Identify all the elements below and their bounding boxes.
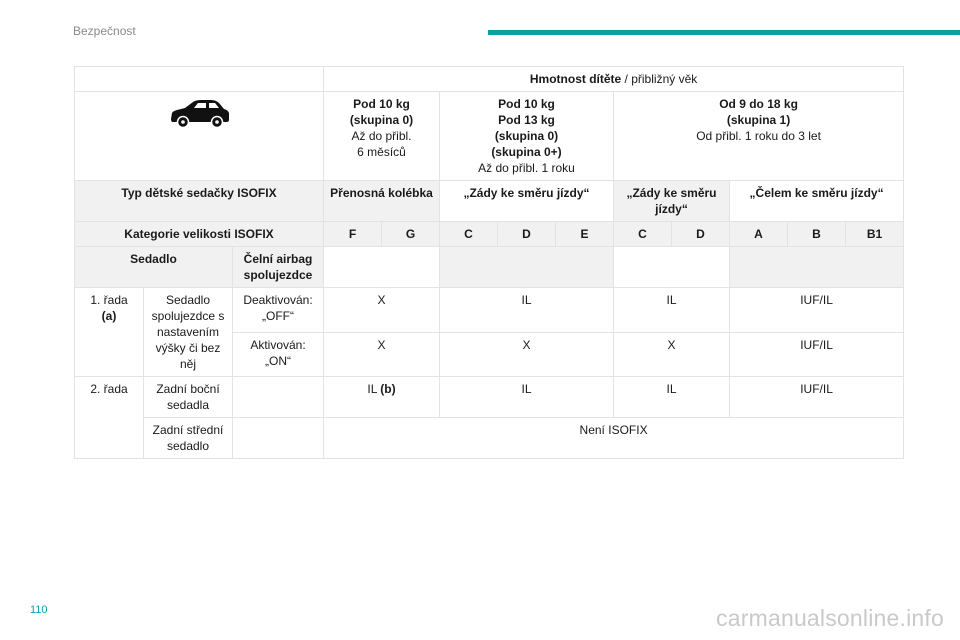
- type-rear-facing-2: „Zády ke směru jízdy“: [614, 181, 730, 222]
- size-cell: A: [730, 222, 788, 247]
- empty-cell: [614, 247, 730, 288]
- group-1-cell: Od 9 do 18 kg (skupina 1) Od přibl. 1 roku do 3 let: [614, 92, 904, 181]
- value-cell: IL: [614, 377, 730, 418]
- size-cell: F: [324, 222, 382, 247]
- empty-cell: [440, 247, 614, 288]
- row2-side-seats: [75, 377, 904, 418]
- value-cell: IUF/IL: [730, 332, 904, 377]
- type-forward-facing: „Čelem ke směru jízdy“: [730, 181, 904, 222]
- size-cell: G: [382, 222, 440, 247]
- header-accent-bar: [488, 30, 960, 35]
- weight-header-cell: Hmotnost dítěte / přibližný věk: [324, 67, 904, 92]
- size-cell: C: [614, 222, 672, 247]
- size-cell: D: [672, 222, 730, 247]
- row2-side-seat-cell: Zadní boční sedadla: [144, 377, 233, 418]
- size-label: Kategorie velikosti ISOFIX: [75, 222, 324, 247]
- value-cell: X: [614, 332, 730, 377]
- row1-seat-cell: Sedadlo spolujezdce s nastavením výšky či bez něj: [144, 288, 233, 377]
- car-suv-icon: [167, 99, 231, 129]
- size-cell: E: [556, 222, 614, 247]
- section-title: Bezpečnost: [73, 24, 136, 38]
- type-label: Typ dětské sedačky ISOFIX: [75, 181, 324, 222]
- value-cell: X: [440, 332, 614, 377]
- empty-cell: [324, 247, 440, 288]
- value-cell: IL: [614, 288, 730, 333]
- empty-cell: [233, 377, 324, 418]
- size-cell: B1: [846, 222, 904, 247]
- weight-group-row: [75, 92, 904, 181]
- seat-header: Sedadlo: [75, 247, 233, 288]
- value-cell: IL (b): [324, 377, 440, 418]
- value-cell: IL: [440, 377, 614, 418]
- group-0plus-cell: Pod 10 kg Pod 13 kg (skupina 0) (skupina 0+) Až do přibl. 1 roku: [440, 92, 614, 181]
- row2-center-seat: [75, 418, 904, 459]
- airbag-off-cell: Deaktivován: „OFF“: [233, 288, 324, 333]
- watermark: carmanualsonline.info: [716, 605, 944, 631]
- size-cell: C: [440, 222, 498, 247]
- row2-label-cell: 2. řada: [75, 377, 144, 459]
- size-cell: B: [788, 222, 846, 247]
- type-rear-facing-1: „Zády ke směru jízdy“: [440, 181, 614, 222]
- page-number: 110: [30, 604, 48, 616]
- empty-cell: [233, 418, 324, 459]
- row2-center-seat-cell: Zadní střední sedadlo: [144, 418, 233, 459]
- airbag-header: Čelní airbag spolujezdce: [233, 247, 324, 288]
- empty-cell: [730, 247, 904, 288]
- type-carrycot: Přenosná kolébka: [324, 181, 440, 222]
- size-category-row: [75, 222, 904, 247]
- row1-label-cell: 1. řada (a): [75, 288, 144, 377]
- value-cell: X: [324, 332, 440, 377]
- value-cell: IUF/IL: [730, 377, 904, 418]
- car-icon-cell: [75, 92, 324, 181]
- not-isofix-cell: Není ISOFIX: [324, 418, 904, 459]
- value-cell: X: [324, 288, 440, 333]
- value-cell: IL: [440, 288, 614, 333]
- value-cell: IUF/IL: [730, 288, 904, 333]
- isofix-table: [74, 66, 904, 459]
- row1-airbag-off: [75, 288, 904, 333]
- weight-header-row: [75, 67, 904, 92]
- size-cell: D: [498, 222, 556, 247]
- seat-header-row: [75, 247, 904, 288]
- group-0-cell: Pod 10 kg (skupina 0) Až do přibl. 6 měsíců: [324, 92, 440, 181]
- empty-corner-cell: [75, 67, 324, 92]
- airbag-on-cell: Aktivován: „ON“: [233, 332, 324, 377]
- isofix-type-row: [75, 181, 904, 222]
